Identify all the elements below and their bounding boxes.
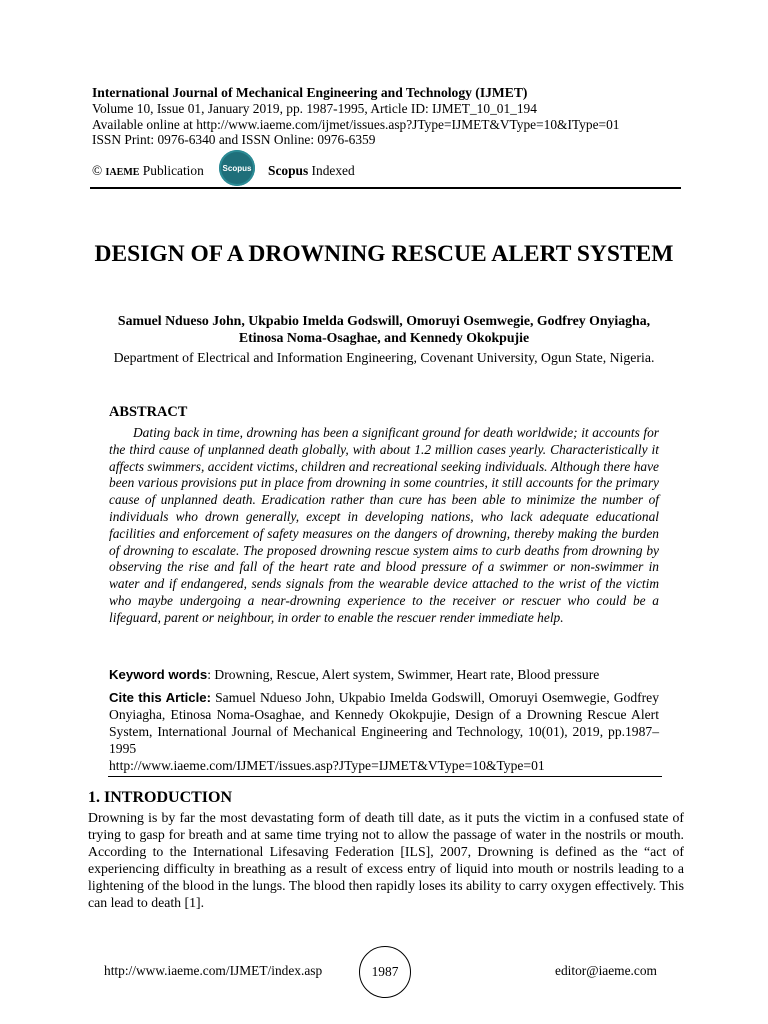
author-affiliation: Department of Electrical and Information Engineering, Covenant University, Ogun State, Nigeria. <box>113 350 655 365</box>
page-number: 1987 <box>359 946 411 998</box>
copyright-symbol: © <box>92 163 103 178</box>
indexed-label: Indexed <box>308 163 355 178</box>
author-list: Samuel Ndueso John, Ukpabio Imelda Godswill, Omoruyi Osemwegie, Godfrey Onyiagha, Etinosa Noma-Osaghae, and Kennedy Okokpujie <box>117 313 651 345</box>
scopus-label: Scopus <box>268 163 309 178</box>
journal-title: International Journal of Mechanical Engineering and Technology (IJMET) <box>92 85 528 100</box>
footer-email[interactable]: editor@iaeme.com <box>555 963 657 978</box>
citation-block <box>109 689 659 774</box>
header-divider <box>90 187 681 189</box>
abstract-divider <box>108 776 662 777</box>
keywords-label: Keyword words <box>109 667 208 682</box>
publisher-abbrev: IAEME <box>105 167 140 178</box>
introduction-heading: 1. INTRODUCTION <box>88 789 233 806</box>
available-online-line: Available online at http://www.iaeme.com/ijmet/issues.asp?JType=IJMET&VType=10&IType=01 <box>92 116 620 132</box>
abstract-body: Dating back in time, drowning has been a significant ground for death worldwide; it accounts for the third cause of unplanned death globally, with about 1.2 million cases yearly. Characteristically it affects swimmers, accident victims, children and recreational seeking individuals. Although there have been various provisions put in place from drowning in some countries, it still accounts for the primary cause of unplanned death. Eradication rather than cure has been able to minimize the number of individuals who drown generally, except in developing nations, who lack adequate educational facilities and enforcement of safety measures on the dangers of drowning, thereby making the burden of drowning to escalate. The proposed drowning rescue system aims to curb deaths from drowning by observing the rise and fall of the heart rate and blood pressure of a swimmer or non-swimmer in water and if endangered, sends signals from the wearable device attached to the wrist of the victim who maybe undergoing a near-drowning experience to the receiver or rescuer who could be a lifeguard, parent or neighbour, in order to enable the rescuer render immediate help. <box>109 425 659 625</box>
publisher-credit <box>92 163 204 179</box>
keywords-value: : Drowning, Rescue, Alert system, Swimmer, Heart rate, Blood pressure <box>207 667 600 682</box>
publication-row <box>92 150 682 186</box>
citation-label: Cite this Article: <box>109 690 212 705</box>
scopus-indexed <box>268 163 355 179</box>
footer-url[interactable]: http://www.iaeme.com/IJMET/index.asp <box>104 963 323 978</box>
issn-line: ISSN Print: 0976-6340 and ISSN Online: 0976-6359 <box>92 132 376 147</box>
citation-url[interactable]: http://www.iaeme.com/IJMET/issues.asp?JType=IJMET&VType=10&Type=01 <box>109 758 545 773</box>
keywords <box>109 666 669 683</box>
abstract-heading: ABSTRACT <box>109 404 188 420</box>
scopus-logo-icon: Scopus <box>219 150 255 186</box>
introduction-body: Drowning is by far the most devastating form of death till date, as it puts the victim in a confused state of trying to gasp for breath and at same time trying not to allow the passage of water in the nostrils or mouth. According to the International Lifesaving Federation [ILS], 2007, Drowning is defined as the “act of experiencing difficulty in breathing as a result of excess entry of liquid into mouth or nostrils leading to a lightening of the blood in the lungs. The blood then rapidly loses its ability to carry oxygen effectively. This can lead to death [1]. <box>88 810 684 910</box>
publisher-text: Publication <box>139 163 204 178</box>
journal-header <box>92 84 692 148</box>
article-title: DESIGN OF A DROWNING RESCUE ALERT SYSTEM <box>94 241 674 267</box>
citation-text: Samuel Ndueso John, Ukpabio Imelda Godswill, Omoruyi Osemwegie, Godfrey Onyiagha, Etinosa Noma-Osaghae, and Kennedy Okokpujie, Design of a Drowning Rescue Alert System, International Journal of Mechanical Engineering and Technology, 10(01), 2019, pp.1987–1995 <box>109 690 659 756</box>
volume-line: Volume 10, Issue 01, January 2019, pp. 1987-1995, Article ID: IJMET_10_01_194 <box>92 101 537 116</box>
